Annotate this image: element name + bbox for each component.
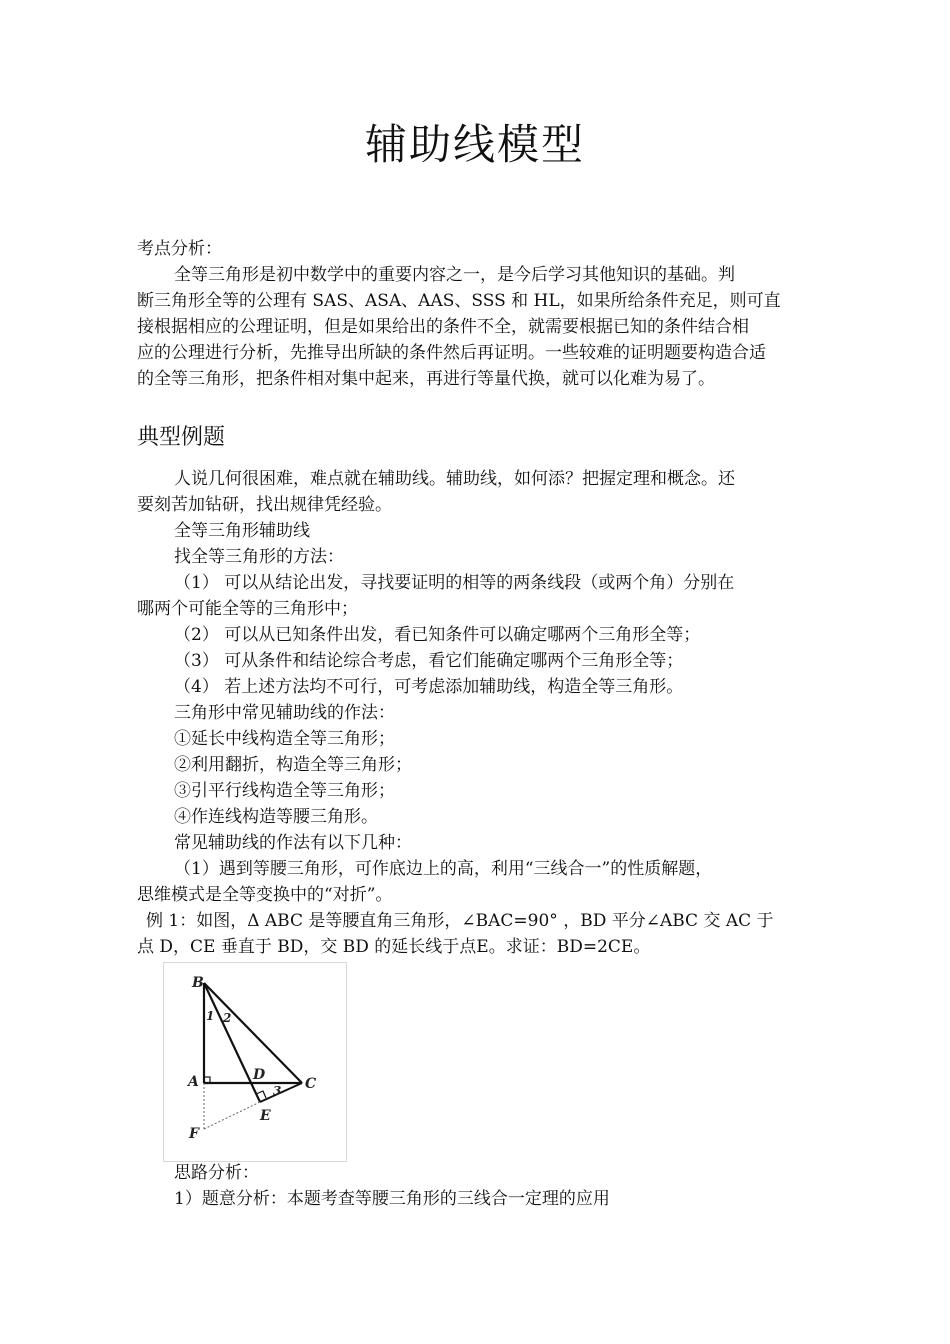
segment-fe-dashed	[204, 1102, 260, 1129]
method-heading: 找全等三角形的方法：	[174, 547, 344, 567]
label-b: B	[192, 975, 204, 991]
analysis-line: 的全等三角形，把条件相对集中起来，再进行等量代换，就可以化难为易了。	[137, 369, 715, 389]
analysis-label: 考点分析：	[137, 239, 222, 259]
section-heading: 典型例题	[137, 425, 226, 450]
label-d: D	[253, 1067, 266, 1083]
segment-be	[204, 983, 260, 1102]
label-f: F	[189, 1126, 199, 1142]
method-item: （3） 可从条件和结论综合考虑，看它们能确定哪两个三角形全等；	[174, 651, 684, 671]
intro-line: 人说几何很困难，难点就在辅助线。辅助线，如何添？把握定理和概念。还	[174, 469, 735, 489]
example-line: 点 D，CE 垂直于 BD，交 BD 的延长线于点E。求证：BD=2CE。	[137, 937, 651, 957]
sub-heading: 全等三角形辅助线	[174, 521, 310, 541]
label-c: C	[305, 1076, 317, 1092]
analysis-line: 断三角形全等的公理有 SAS、ASA、AAS、SSS 和 HL，如果所给条件充足，则可直	[137, 291, 781, 311]
common-item: ②利用翻折，构造全等三角形；	[174, 755, 412, 775]
common-item: ①延长中线构造全等三角形；	[174, 729, 395, 749]
intro-line: 要刻苦加钻研，找出规律凭经验。	[137, 495, 392, 515]
triangle-diagram	[164, 963, 346, 1161]
geometry-figure	[163, 962, 347, 1162]
common-heading: 三角形中常见辅助线的作法：	[174, 703, 395, 723]
label-a: A	[188, 1074, 199, 1090]
method-item: 哪两个可能全等的三角形中；	[137, 599, 358, 619]
thinking-label: 思路分析：	[174, 1163, 259, 1183]
common-item: ③引平行线构造全等三角形；	[174, 781, 395, 801]
kinds-heading: 常见辅助线的作法有以下几种：	[174, 833, 412, 853]
analysis-line: 应的公理进行分析，先推导出所缺的条件然后再证明。一些较难的证明题要构造合适	[137, 343, 766, 363]
method-item: （4） 若上述方法均不可行，可考虑添加辅助线，构造全等三角形。	[174, 677, 684, 697]
angle-label-2: 2	[223, 1011, 232, 1025]
example-line: 例 1：如图，Δ ABC 是等腰直角三角形，∠BAC=90° ，BD 平分∠ABC 交 AC 于	[146, 911, 774, 931]
method-item: （1） 可以从结论出发，寻找要证明的相等的两条线段（或两个角）分别在	[174, 573, 735, 593]
method-item: （2） 可以从已知条件出发，看已知条件可以确定哪两个三角形全等；	[174, 625, 701, 645]
common-item: ④作连线构造等腰三角形。	[174, 807, 378, 827]
kind-item: 思维模式是全等变换中的“对折”。	[137, 885, 393, 905]
label-e: E	[260, 1108, 271, 1124]
angle-label-1: 1	[206, 1009, 215, 1023]
kind-item: （1）遇到等腰三角形，可作底边上的高，利用“三线合一”的性质解题，	[174, 859, 713, 879]
thinking-line: 1）题意分析：本题考查等腰三角形的三线合一定理的应用	[174, 1189, 610, 1209]
page-title: 辅助线模型	[364, 120, 585, 169]
analysis-line: 接根据相应的公理证明，但是如果给出的条件不全，就需要根据已知的条件结合相	[137, 317, 749, 337]
analysis-line: 全等三角形是初中数学中的重要内容之一，是今后学习其他知识的基础。判	[174, 265, 735, 285]
angle-label-3: 3	[273, 1084, 282, 1098]
